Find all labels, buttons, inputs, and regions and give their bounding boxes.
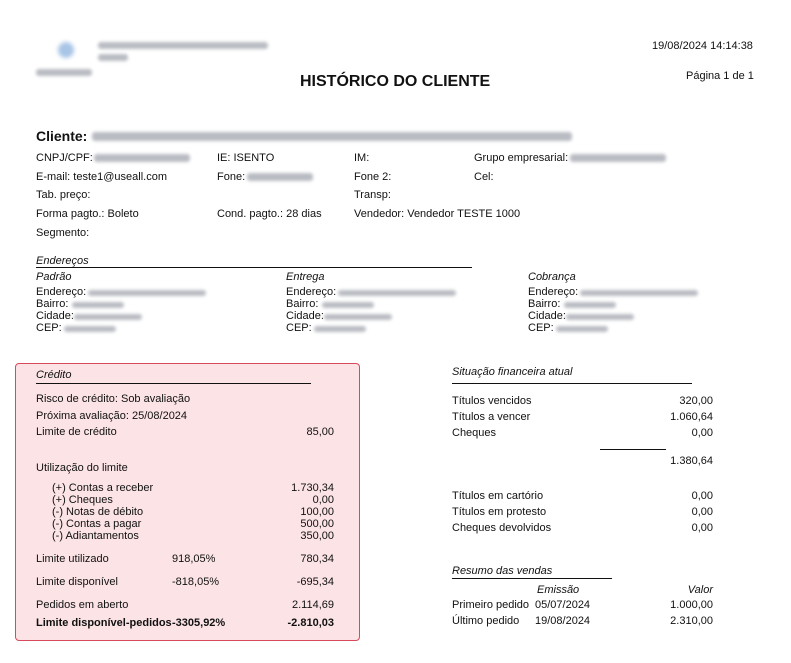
last-order-value: 2.310,00 [670, 615, 713, 627]
fone-label: Fone: [217, 171, 246, 183]
usage-item-label: (-) Adiantamentos [52, 530, 139, 542]
redacted [322, 302, 374, 308]
grupo-redacted [570, 154, 666, 162]
financial-labels-2 [452, 488, 551, 536]
address-cep: CEP: [528, 322, 554, 334]
company-logo-text [36, 69, 92, 76]
credit-divider [36, 383, 311, 384]
address-bairro: Bairro: [528, 298, 561, 310]
redacted [324, 314, 392, 320]
open-orders-value: 2.114,69 [291, 599, 334, 611]
ie-field: IE: ISENTO [217, 152, 275, 164]
address-endereco: Endereço: [528, 286, 579, 298]
credit-next-evaluation: Próxima avaliação: 25/08/2024 [36, 410, 188, 422]
usage-item-label: (+) Cheques [52, 494, 113, 506]
financial-row-value: 0,00 [691, 522, 713, 534]
cnpj-redacted [94, 154, 190, 162]
address-bairro: Bairro: [36, 298, 69, 310]
address-endereco: Endereço: [36, 286, 87, 298]
financial-title: Situação financeira atual [452, 366, 573, 378]
usage-item-label: (-) Contas a pagar [52, 518, 142, 530]
sales-col-valor: Valor [687, 584, 713, 596]
financial-divider [452, 383, 692, 384]
grupo-label: Grupo empresarial: [474, 152, 569, 164]
first-order-label: Primeiro pedido [452, 599, 530, 611]
used-limit-pct: 918,05% [172, 553, 216, 565]
addresses-divider [36, 267, 472, 268]
available-limit-pct: -818,05% [172, 576, 220, 588]
redacted [314, 326, 366, 332]
sales-divider [452, 578, 612, 579]
redacted [566, 314, 634, 320]
financial-row-value: 0,00 [691, 427, 713, 439]
financial-total: 1.380,64 [670, 455, 713, 467]
fone2-label: Fone 2: [354, 171, 392, 183]
available-limit-value: -695,34 [296, 576, 334, 588]
financial-values-1 [613, 393, 713, 441]
financial-row-value: 1.060,64 [670, 411, 713, 423]
usage-item-value: 0,00 [312, 494, 334, 506]
financial-row-label: Cheques [452, 427, 497, 439]
forma-pagto: Forma pagto.: Boleto [36, 208, 139, 220]
report-datetime: 19/08/2024 14:14:38 [652, 40, 753, 52]
financial-values-2 [613, 488, 713, 536]
financial-labels-1 [452, 393, 531, 441]
fone-redacted [247, 173, 313, 181]
usage-values [234, 482, 334, 542]
im-label: IM: [354, 152, 370, 164]
financial-row-label: Títulos em cartório [452, 490, 544, 502]
cnpj-label: CNPJ/CPF: [36, 152, 93, 164]
sales-col-emissao: Emissão [537, 584, 580, 596]
last-order-label: Último pedido [452, 615, 520, 627]
financial-row-label: Títulos vencidos [452, 395, 532, 407]
client-name-redacted [92, 132, 572, 141]
segmento-label: Segmento: [36, 227, 90, 239]
addresses-title: Endereços [36, 255, 89, 267]
redacted [88, 290, 206, 296]
first-order-value: 1.000,00 [670, 599, 713, 611]
page-title: HISTÓRICO DO CLIENTE [300, 73, 491, 90]
address-title: Cobrança [528, 271, 576, 283]
transp-label: Transp: [354, 189, 391, 201]
used-limit-label: Limite utilizado [36, 553, 109, 565]
available-minus-orders-pct: -3305,92% [172, 617, 226, 629]
email-field: E-mail: teste1@useall.com [36, 171, 167, 183]
redacted [74, 314, 142, 320]
usage-item-value: 100,00 [300, 506, 334, 518]
last-order-date: 19/08/2024 [535, 615, 591, 627]
address-cidade: Cidade: [286, 310, 324, 322]
available-minus-orders-value: -2.810,03 [287, 617, 334, 629]
credit-limit-label: Limite de crédito [36, 426, 117, 438]
usage-item-value: 500,00 [300, 518, 334, 530]
address-endereco: Endereço: [286, 286, 337, 298]
cel-label: Cel: [474, 171, 494, 183]
financial-row-value: 0,00 [691, 506, 713, 518]
financial-row-label: Títulos a vencer [452, 411, 531, 423]
address-cep: CEP: [286, 322, 312, 334]
client-label: Cliente: [36, 128, 88, 144]
company-logo [58, 42, 74, 58]
tab-preco-label: Tab. preço: [36, 189, 91, 201]
redacted [564, 302, 616, 308]
redacted [556, 326, 608, 332]
redacted [72, 302, 124, 308]
address-title: Entrega [286, 271, 325, 283]
open-orders-label: Pedidos em aberto [36, 599, 129, 611]
available-minus-orders-label: Limite disponível-pedidos [36, 617, 172, 629]
cond-pagto: Cond. pagto.: 28 dias [217, 208, 322, 220]
available-limit-label: Limite disponível [36, 576, 118, 588]
financial-row-label: Títulos em protesto [452, 506, 547, 518]
company-name-redacted [98, 42, 268, 49]
usage-item-value: 350,00 [300, 530, 334, 542]
financial-row-label: Cheques devolvidos [452, 522, 552, 534]
financial-row-value: 0,00 [691, 490, 713, 502]
usage-title: Utilização do limite [36, 462, 128, 474]
used-limit-value: 780,34 [300, 553, 334, 565]
first-order-date: 05/07/2024 [535, 599, 591, 611]
address-cep: CEP: [36, 322, 62, 334]
vendedor: Vendedor: Vendedor TESTE 1000 [354, 208, 521, 220]
address-cidade: Cidade: [528, 310, 566, 322]
address-title: Padrão [36, 271, 72, 283]
usage-item-label: (+) Contas a receber [52, 482, 154, 494]
sales-title: Resumo das vendas [452, 565, 553, 577]
usage-item-label: (-) Notas de débito [52, 506, 144, 518]
page-number: Página 1 de 1 [686, 70, 754, 82]
total-divider [600, 449, 666, 450]
usage-item-value: 1.730,34 [291, 482, 334, 494]
company-name-redacted-2 [98, 54, 128, 61]
credit-risk: Risco de crédito: Sob avaliação [36, 393, 191, 405]
credit-title: Crédito [36, 369, 72, 381]
redacted [64, 326, 116, 332]
address-bairro: Bairro: [286, 298, 319, 310]
usage-labels [52, 482, 153, 542]
redacted [338, 290, 456, 296]
credit-limit-value: 85,00 [306, 426, 334, 438]
financial-row-value: 320,00 [679, 395, 713, 407]
address-cidade: Cidade: [36, 310, 74, 322]
redacted [580, 290, 698, 296]
